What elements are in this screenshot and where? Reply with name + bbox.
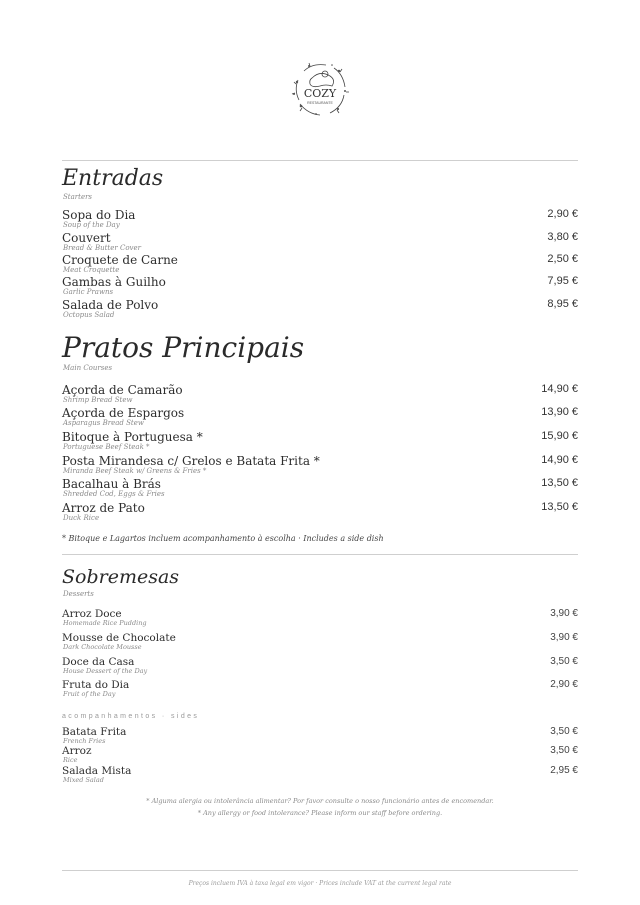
item-name: Batata Frita	[62, 726, 127, 738]
item-name: Salada Mista	[62, 765, 132, 777]
item-translation: Octopus Salad	[63, 311, 115, 319]
item-translation: Rice	[63, 756, 78, 764]
item-translation: Homemade Rice Pudding	[63, 619, 147, 627]
item-price: 3,90 €	[550, 608, 578, 619]
side-item	[62, 745, 578, 767]
menu-item	[62, 608, 578, 630]
menu-item	[62, 430, 578, 452]
menu-item	[62, 501, 578, 523]
item-translation: Shrimp Bread Stew	[63, 396, 133, 404]
item-price: 3,80 €	[547, 231, 578, 243]
item-name: Bacalhau à Brás	[62, 477, 161, 491]
item-name: Posta Mirandesa c/ Grelos e Batata Frita *	[62, 454, 320, 468]
item-price: 3,50 €	[550, 656, 578, 667]
menu-item	[62, 656, 578, 678]
menu-item	[62, 298, 578, 320]
item-translation: Bread & Butter Cover	[63, 244, 141, 252]
item-name: Doce da Casa	[62, 656, 135, 668]
item-translation: Miranda Beef Steak w/ Greens & Fries *	[63, 467, 207, 475]
menu-item	[62, 406, 578, 428]
menu-item	[62, 454, 578, 476]
item-price: 8,95 €	[547, 298, 578, 310]
item-translation: Garlic Prawns	[63, 288, 114, 296]
mid-divider	[62, 554, 578, 555]
item-price: 7,95 €	[547, 275, 578, 287]
item-name: Bitoque à Portuguesa *	[62, 430, 203, 444]
logo-subtext: RESTAURANTE	[307, 101, 333, 105]
item-price: 2,90 €	[550, 679, 578, 690]
top-divider	[62, 160, 578, 161]
menu-item	[62, 231, 578, 253]
item-translation: House Dessert of the Day	[63, 667, 148, 675]
item-translation: Meat Croquette	[63, 266, 120, 274]
starters-subtitle: Starters	[63, 193, 93, 201]
item-translation: Portuguese Beef Steak *	[63, 443, 150, 451]
side-item	[62, 765, 578, 787]
item-translation: Mixed Salad	[63, 776, 104, 784]
item-translation: Asparagus Bread Stew	[63, 419, 144, 427]
menu-item	[62, 275, 578, 297]
item-price: 2,95 €	[550, 765, 578, 776]
item-name: Salada de Polvo	[62, 298, 159, 312]
item-price: 13,50 €	[541, 501, 578, 513]
allergy-notice-pt: * Alguma alergia ou intolerância alimentar? Por favor consulte o nosso funcionário antes de encomendar.	[146, 797, 494, 805]
bottom-divider	[62, 870, 578, 871]
item-name: Arroz Doce	[62, 608, 122, 620]
starters-title: Entradas	[62, 166, 164, 191]
item-translation: Fruit of the Day	[63, 690, 116, 698]
side-dish-note: * Bitoque e Lagartos incluem acompanhamento à escolha · Includes a side dish	[62, 534, 384, 543]
item-name: Açorda de Camarão	[62, 383, 183, 397]
item-name: Fruta do Dia	[62, 679, 130, 691]
desserts-title: Sobremesas	[62, 566, 180, 588]
menu-item	[62, 253, 578, 275]
item-price: 3,50 €	[550, 745, 578, 756]
menu-item	[62, 679, 578, 701]
item-translation: Dark Chocolate Mousse	[63, 643, 142, 651]
item-name: Sopa do Dia	[62, 208, 136, 222]
restaurant-logo	[290, 60, 350, 120]
item-price: 2,50 €	[547, 253, 578, 265]
item-price: 15,90 €	[541, 430, 578, 442]
allergy-notice-en: * Any allergy or food intolerance? Please inform our staff before ordering.	[197, 809, 443, 817]
item-price: 13,50 €	[541, 477, 578, 489]
menu-item	[62, 208, 578, 230]
item-price: 14,90 €	[541, 383, 578, 395]
item-price: 3,90 €	[550, 632, 578, 643]
vat-footer: Preços incluem IVA à taxa legal em vigor · Prices include VAT at the current legal rate	[188, 880, 452, 887]
item-translation: French Fries	[63, 737, 106, 745]
item-translation: Duck Rice	[63, 514, 100, 522]
item-name: Arroz	[62, 745, 92, 757]
logo-text: COZY	[303, 87, 337, 100]
item-name: Mousse de Chocolate	[62, 632, 176, 644]
menu-item	[62, 632, 578, 654]
mains-title: Pratos Principais	[62, 331, 305, 364]
mains-subtitle: Main Courses	[63, 364, 113, 372]
item-price: 13,90 €	[541, 406, 578, 418]
item-name: Croquete de Carne	[62, 253, 178, 267]
item-name: Gambas à Guilho	[62, 275, 166, 289]
menu-item	[62, 383, 578, 405]
item-translation: Soup of the Day	[63, 221, 120, 229]
desserts-subtitle: Desserts	[63, 590, 94, 598]
item-price: 3,50 €	[550, 726, 578, 737]
item-name: Couvert	[62, 231, 111, 245]
menu-item	[62, 477, 578, 499]
item-name: Açorda de Espargos	[62, 406, 185, 420]
sides-label: acompanhamentos · sides	[62, 713, 200, 720]
item-translation: Shredded Cod, Eggs & Fries	[63, 490, 165, 498]
item-name: Arroz de Pato	[62, 501, 145, 515]
item-price: 2,90 €	[547, 208, 578, 220]
item-price: 14,90 €	[541, 454, 578, 466]
